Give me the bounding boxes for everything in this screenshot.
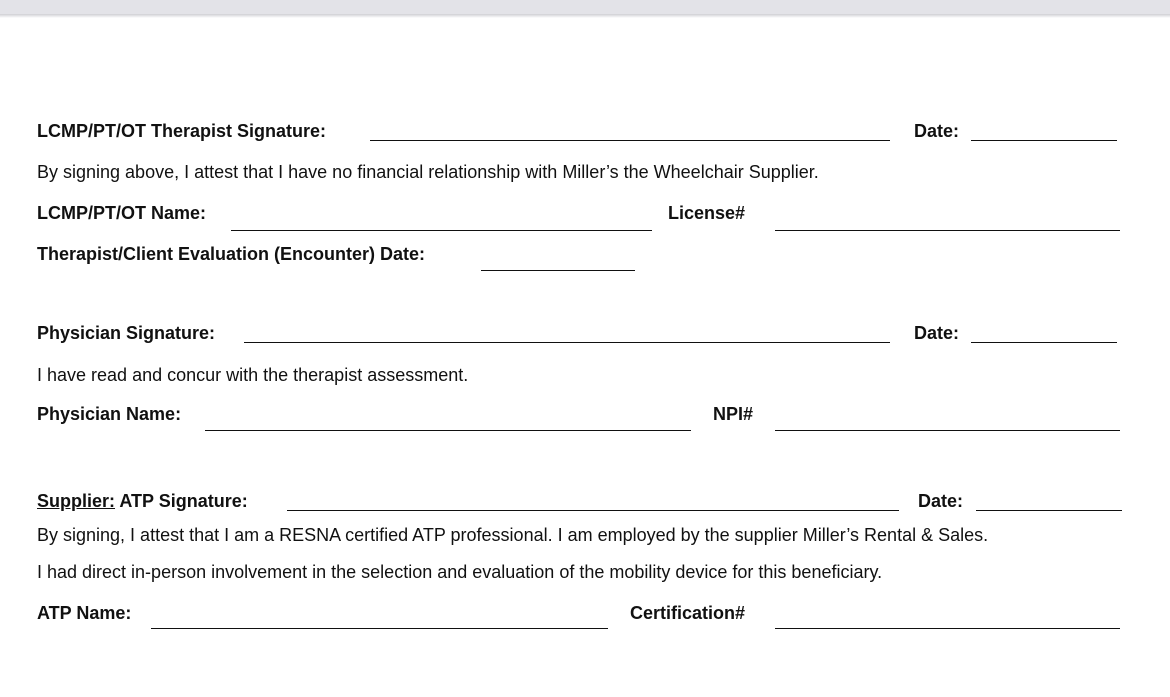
physician-name-label: Physician Name: xyxy=(37,404,182,424)
license-field[interactable] xyxy=(775,230,1120,231)
window-top-bar xyxy=(0,0,1170,14)
license-label: License# xyxy=(668,203,746,223)
therapist-signature-field[interactable] xyxy=(370,140,890,141)
physician-name-field[interactable] xyxy=(205,430,691,431)
certification-field[interactable] xyxy=(775,628,1120,629)
therapist-signature-label: LCMP/PT/OT Therapist Signature: xyxy=(37,121,327,141)
window-top-bar-shadow xyxy=(0,14,1170,18)
npi-field[interactable] xyxy=(775,430,1120,431)
physician-concurrence-text: I have read and concur with the therapist assessment. xyxy=(37,365,469,385)
therapist-name-field[interactable] xyxy=(231,230,652,231)
therapist-date-field[interactable] xyxy=(971,140,1117,141)
therapist-name-label: LCMP/PT/OT Name: xyxy=(37,203,207,223)
certification-label: Certification# xyxy=(630,603,746,623)
npi-label: NPI# xyxy=(713,404,754,424)
supplier-attestation-line1: By signing, I attest that I am a RESNA certified ATP professional. I am employed by the supplier Miller’s Rental & Sales. xyxy=(37,525,989,545)
supplier-attestation-line2: I had direct in-person involvement in the selection and evaluation of the mobility device for this beneficiary. xyxy=(37,562,883,582)
atp-signature-label: ATP Signature: xyxy=(119,491,248,511)
atp-name-label: ATP Name: xyxy=(37,603,132,623)
therapist-date-label: Date: xyxy=(914,121,960,141)
supplier-date-field[interactable] xyxy=(976,510,1122,511)
physician-signature-label: Physician Signature: xyxy=(37,323,216,343)
supplier-date-label: Date: xyxy=(918,491,964,511)
evaluation-date-field[interactable] xyxy=(481,270,635,271)
evaluation-date-label: Therapist/Client Evaluation (Encounter) Date: xyxy=(37,244,426,264)
atp-name-field[interactable] xyxy=(151,628,608,629)
physician-signature-field[interactable] xyxy=(244,342,890,343)
therapist-attestation-text: By signing above, I attest that I have no financial relationship with Miller’s the Wheelchair Supplier. xyxy=(37,162,819,182)
supplier-label: Supplier: xyxy=(37,491,116,511)
physician-date-label: Date: xyxy=(914,323,960,343)
atp-signature-field[interactable] xyxy=(287,510,899,511)
supplier-atp-signature-label xyxy=(37,490,248,512)
physician-date-field[interactable] xyxy=(971,342,1117,343)
